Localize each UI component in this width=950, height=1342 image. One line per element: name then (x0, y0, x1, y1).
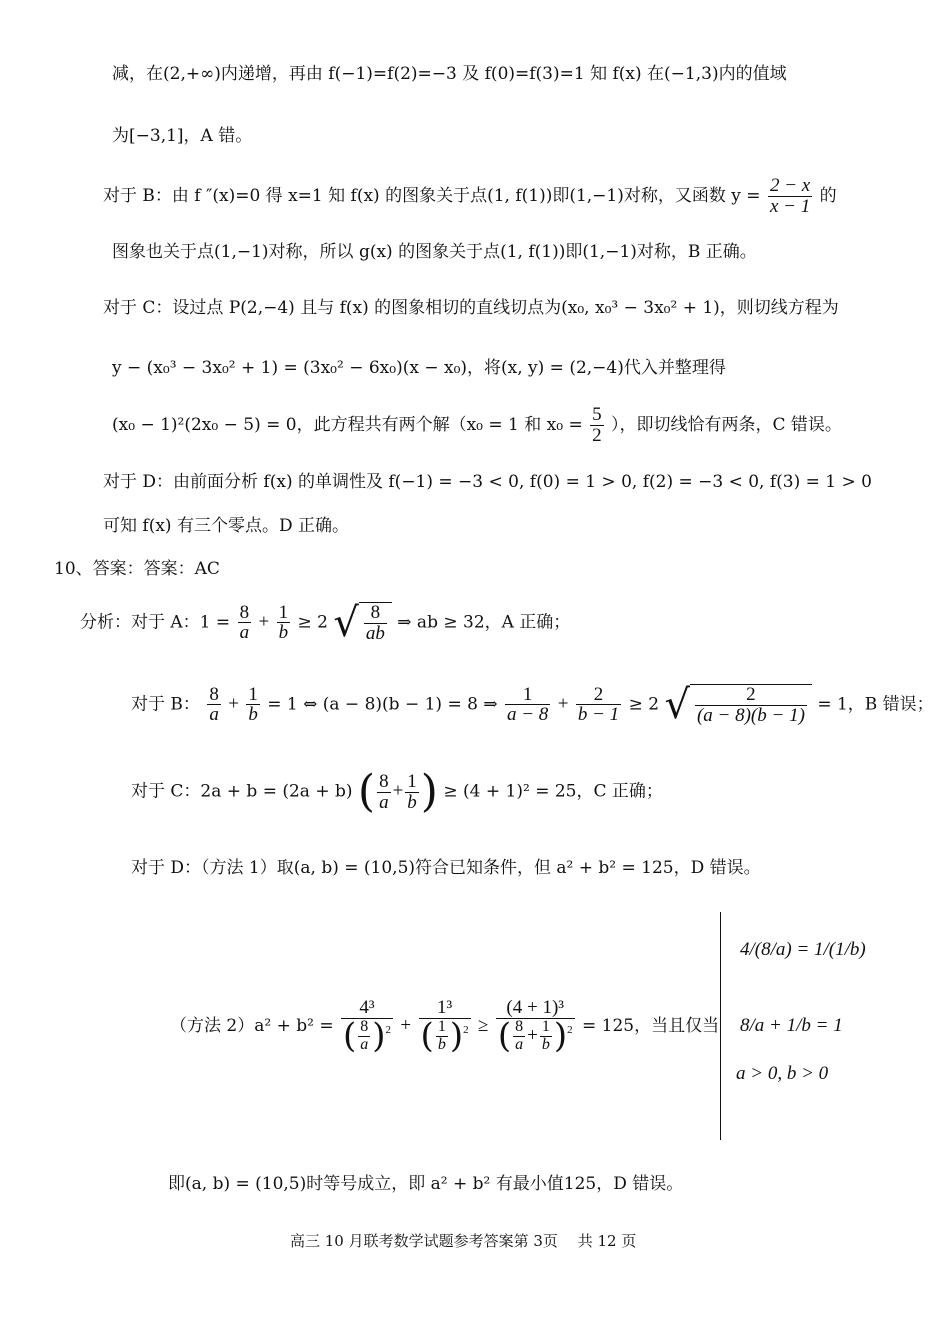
fraction-1-over-b (277, 603, 291, 644)
fraction-denominator: a − 8 (506, 704, 549, 726)
text-line-12 (131, 681, 934, 728)
fraction-numerator: 1 (248, 683, 258, 705)
fraction-8-over-a (513, 1019, 525, 1054)
fraction-numerator: 2 − x (769, 175, 811, 196)
text-line-13-b: ≥ (4 + 1)² = 25，C 正确； (443, 781, 663, 802)
radicand (359, 602, 392, 644)
geq-sign: ≥ (477, 1014, 489, 1036)
fraction-8-over-a (358, 1019, 370, 1054)
fraction-numerator: (4 + 1)³ (496, 998, 575, 1019)
text-line-15-a: （方法 2）a² + b² = (170, 1015, 334, 1036)
fraction-denominator: b (541, 1036, 550, 1054)
text-line-11-a: 分析：对于 A：1 = (80, 612, 231, 633)
fraction-1-over-b (246, 685, 260, 726)
fraction-denominator: b (437, 1036, 446, 1054)
fraction-denominator: a (239, 622, 250, 644)
plus-sign: + (400, 1014, 412, 1036)
case-equation-3: a > 0, b > 0 (736, 1063, 829, 1084)
fraction-numerator: 1³ (419, 998, 471, 1019)
plus-sign: + (557, 693, 569, 715)
text-line-12-d: = 1，B 错误； (817, 694, 934, 715)
answer-heading: 10、答案：答案：AC (54, 559, 220, 579)
text-line-14: 对于 D：（方法 1）取(a, b) = (10,5)符合已知条件，但 a² + b² = 125，D 错误。 (131, 858, 761, 878)
right-paren: ) (372, 1015, 386, 1056)
fraction-denominator: b (248, 704, 258, 726)
page-footer: 高三 10 月联考数学试题参考答案第 3页 共 12 页 (290, 1232, 637, 1250)
text-line-12-b: = 1 ⇔ (a − 8)(b − 1) = 8 ⇒ (267, 694, 498, 715)
text-line-7-a: (x₀ − 1)²(2x₀ − 5) = 0，此方程共有两个解（x₀ = 1 和 x₀ = (112, 414, 583, 435)
case-equation-1: 4/(8/a) = 1/(1/b) (740, 939, 866, 960)
text-line-15-b: = 125，当且仅当 (581, 1015, 720, 1036)
fraction-1-cubed (419, 998, 471, 1055)
text-line-3-b: 的 (819, 185, 837, 206)
fraction-denominator: ab (365, 622, 385, 644)
fraction-numerator: 1 (407, 770, 417, 792)
fraction-numerator: 8 (209, 683, 219, 705)
fraction-2-over-b-minus-1 (576, 685, 621, 726)
fraction-numerator: 1 (541, 1018, 550, 1036)
right-paren: ) (449, 1015, 464, 1056)
fraction-numerator: 2 (576, 685, 621, 706)
fraction-1-over-b (436, 1019, 448, 1054)
fraction-numerator: 8 (360, 1018, 369, 1036)
fraction-denominator: a (209, 704, 219, 726)
plus-sign: + (392, 780, 404, 802)
fraction-denominator (341, 1015, 393, 1056)
radical-sign: √ (333, 599, 359, 646)
right-paren: ) (553, 1015, 568, 1056)
fraction-denominator (496, 1015, 575, 1056)
text-line-11-b: ≥ 2 (297, 612, 328, 633)
text-line-7-b: ），即切线恰有两条，C 错误。 (611, 414, 842, 435)
fraction-denominator: a (515, 1036, 524, 1054)
text-line-11-c: ⇒ ab ≥ 32，A 正确； (397, 612, 571, 633)
radical-sign: √ (664, 681, 690, 728)
fraction-4-cubed (341, 998, 393, 1055)
text-line-11 (80, 599, 571, 646)
fraction-denominator: b (278, 622, 289, 644)
fraction-8-over-a (207, 685, 221, 726)
fraction-1-over-a-minus-8 (505, 685, 550, 726)
fraction-denominator: a (379, 791, 389, 813)
fraction-numerator: 5 (592, 404, 602, 425)
case-equation-2: 8/a + 1/b = 1 (740, 1015, 843, 1036)
text-line-13 (131, 766, 663, 817)
exponent: 2 (385, 1024, 392, 1037)
fraction-8-over-ab (364, 603, 387, 644)
fraction-1-over-b (540, 1019, 552, 1054)
fraction-5-over-2 (590, 405, 604, 446)
text-line-13-a: 对于 C：2a + b = (2a + b) (131, 781, 353, 802)
fraction-denominator: 2 (592, 424, 602, 446)
text-line-4: 图象也关于点(1,−1)对称，所以 g(x) 的图象关于点(1, f(1))即(1,−1)对称，B 正确。 (112, 242, 757, 262)
fraction-8-over-a (377, 772, 391, 813)
text-line-12-a: 对于 B： (131, 694, 200, 715)
exponent: 2 (567, 1024, 573, 1037)
text-line-9: 可知 f(x) 有三个零点。D 正确。 (103, 516, 349, 536)
text-line-5: 对于 C：设过点 P(2,−4) 且与 f(x) 的图象相切的直线切点为(x₀, x₀³ − 3x₀² + 1)，则切线方程为 (103, 298, 839, 318)
fraction-denominator (419, 1015, 471, 1056)
right-paren: ) (420, 766, 438, 817)
text-line-7 (112, 405, 842, 446)
left-paren: ( (357, 766, 376, 817)
text-line-3 (103, 176, 837, 217)
fraction-numerator: 4³ (341, 998, 393, 1019)
text-line-2: 为[−3,1]，A 错。 (112, 126, 253, 146)
exponent: 2 (463, 1024, 469, 1037)
fraction-2-over-product (695, 685, 807, 726)
fraction-numerator: 1 (437, 1018, 446, 1036)
radicand (690, 684, 812, 726)
left-paren: ( (342, 1015, 357, 1056)
fraction-numerator: 1 (505, 685, 550, 706)
text-line-3-a: 对于 B：由 f ″(x)=0 得 x=1 知 f(x) 的图象关于点(1, f(1))即(1,−1)对称，又函数 y = (103, 185, 761, 206)
fraction-1-over-b (405, 772, 419, 813)
fraction-denominator: a (360, 1036, 369, 1054)
text-line-12-c: ≥ 2 (628, 694, 660, 715)
plus-sign: + (228, 693, 239, 715)
fraction-5-cubed (496, 998, 575, 1055)
fraction-numerator: 8 (515, 1018, 524, 1036)
text-line-6: y − (x₀³ − 3x₀² + 1) = (3x₀² − 6x₀)(x − x₀)，将(x, y) = (2,−4)代入并整理得 (112, 358, 726, 378)
left-paren: ( (497, 1015, 512, 1056)
fraction-denominator: b − 1 (577, 704, 620, 726)
fraction-8-over-a (238, 603, 252, 644)
fraction-denominator: b (407, 791, 417, 813)
fraction-numerator: 8 (364, 603, 387, 624)
fraction-numerator: 2 (695, 685, 807, 706)
fraction-numerator: 8 (379, 770, 389, 792)
left-paren: ( (420, 1015, 434, 1056)
fraction-numerator: 1 (278, 601, 289, 623)
cases-brace (720, 912, 733, 1140)
plus-sign: + (527, 1025, 538, 1047)
text-line-8: 对于 D：由前面分析 f(x) 的单调性及 f(−1) = −3 < 0, f(0) = 1 > 0, f(2) = −3 < 0, f(3) = 1 > 0 (103, 472, 872, 492)
fraction-denominator: (a − 8)(b − 1) (696, 704, 805, 726)
text-line-1: 减，在(2,+∞)内递增，再由 f(−1)=f(2)=−3 及 f(0)=f(3)=1 知 f(x) 在(−1,3)内的值域 (112, 64, 787, 84)
text-line-15 (170, 998, 719, 1055)
plus-sign: + (258, 611, 270, 633)
fraction-numerator: 8 (239, 601, 250, 623)
fraction-denominator: x − 1 (769, 195, 811, 217)
text-line-16: 即(a, b) = (10,5)时等号成立，即 a² + b² 有最小值125，D 错误。 (168, 1174, 684, 1194)
fraction-2-minus-x (768, 176, 812, 217)
